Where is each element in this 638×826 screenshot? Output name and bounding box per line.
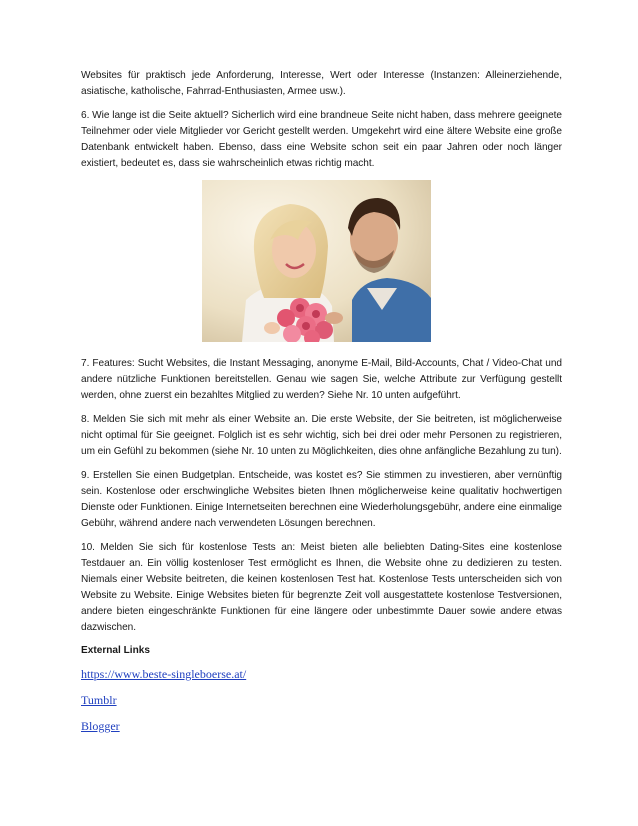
document-body [81,68,562,744]
paragraph-7: 7. Features: Sucht Websites, die Instant Messaging, anonyme E-Mail, Bild-Accounts, Chat / Video-Chat und andere nützliche Funktionen bereitstellen. Genau wie sagen Sie, welche Attribute zur Verfügung gestellt werden, ohne zuerst ein bezahltes Mitglied zu werden? Siehe Nr. 10 unten aufgeführt. [81,358,562,401]
paragraph-9: 9. Erstellen Sie einen Budgetplan. Entscheide, was kostet es? Sie stimmen zu investieren, aber vernünftig sein. Kostenlose oder erschwingliche Websites bieten Ihnen möglicherweise keine qualitativ hochwertigen Dienste oder Funktionen. Einige Internetseiten berechnen eine Wiederholungsgebühr, andere eine einmalige Gebühr, während andere nach verwendeten Lösungen berechnen. [81,470,562,529]
couple-photo [202,180,431,342]
paragraph-10: 10. Melden Sie sich für kostenlose Tests an: Meist bieten alle beliebten Dating-Sites eine kostenlose Testdauer an. Ein völlig kostenloser Test ermöglicht es Ihnen, die Website ohne zu dedizieren zu testen. Niemals einer Website beitreten, die keinen kostenlosen Test hat. Kostenlose Tests unterscheiden sich von Website zu Website. Einige Websites bieten für begrenzte Zeit voll ausgestattete kostenlose Testversionen, andere bieten eingeschränkte Funktionen für eine längere oder unbestimmte Dauer sowie andere etwas dazwischen. [81,542,562,633]
link-tumblr[interactable]: Tumblr [81,693,117,707]
link-blogger[interactable]: Blogger [81,719,120,733]
link-beste-singleboerse[interactable]: https://www.beste-singleboerse.at/ [81,667,247,681]
external-links-heading: External Links [81,645,151,656]
paragraph-5-tail: Websites für praktisch jede Anforderung, Interesse, Wert oder Interesse (Instanzen: Alleinerziehende, asiatische, katholische, Fahrrad-Enthusiasten, Armee usw.). [81,70,562,97]
paragraph-8: 8. Melden Sie sich mit mehr als einer Website an. Die erste Website, der Sie beitreten, ist möglicherweise nicht optimal für Sie geeignet. Folglich ist es sehr wichtig, sich bei drei oder mehr Personen zu registrieren, um ein Gefühl zu bekommen (siehe Nr. 10 unten zu Möglichkeiten, dies ohne anfängliche Bezahlung zu tun). [81,414,562,457]
paragraph-6: 6. Wie lange ist die Seite aktuell? Sicherlich wird eine brandneue Seite nicht haben, dass mehrere geeignete Teilnehmer oder viele Mitglieder vor Gericht gestellt werden. Umgekehrt wird eine ältere Website eine große Datenbank entwickelt haben. Ebenso, dass eine Website schon seit ein paar Jahren oder noch länger existiert, bedeutet es, dass sie wahrscheinlich etwas richtig macht. [81,110,562,169]
couple-photo-illustration [202,180,431,342]
